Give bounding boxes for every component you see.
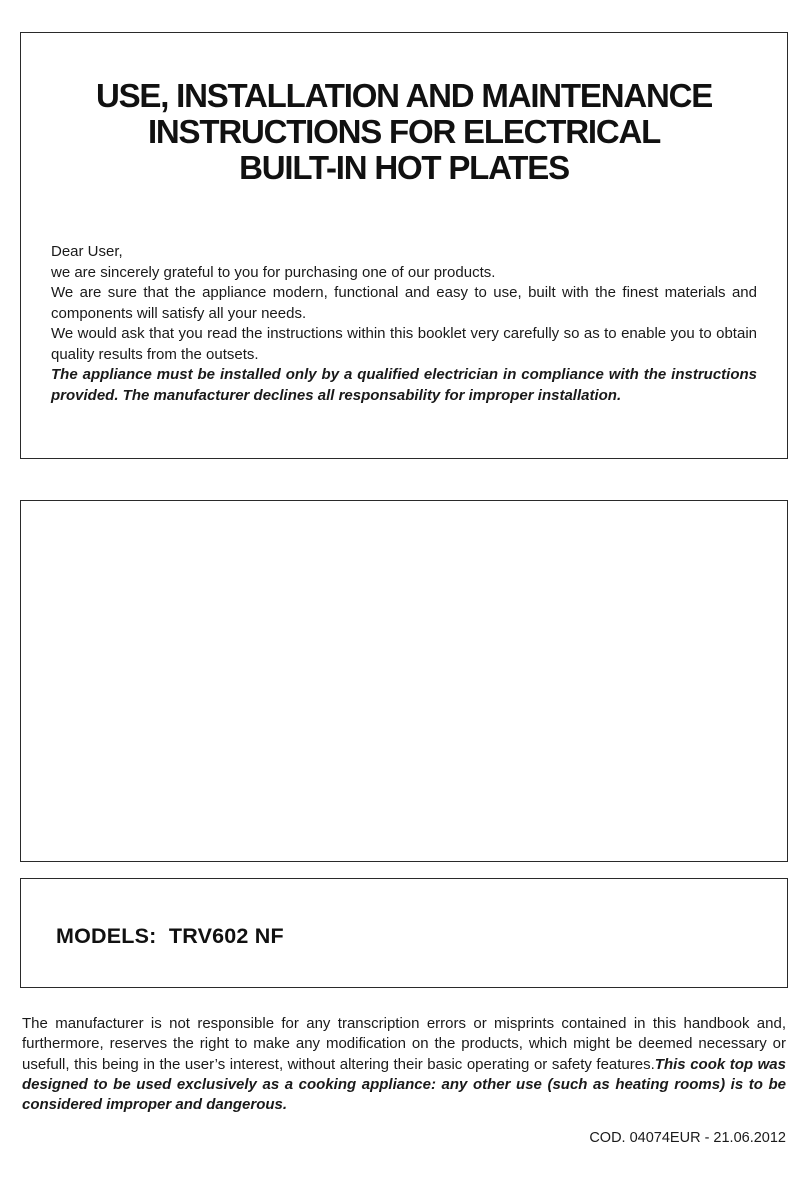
models-line xyxy=(56,924,284,949)
intro-box xyxy=(20,32,788,459)
title-line-3: BUILT-IN HOT PLATES xyxy=(239,149,569,186)
manufacturer-notice xyxy=(22,1014,786,1115)
image-placeholder-box xyxy=(20,500,788,862)
letter-greeting: Dear User, xyxy=(51,243,123,260)
letter-to-user xyxy=(51,242,757,406)
models-value: TRV602 NF xyxy=(168,924,284,948)
models-box xyxy=(20,878,788,988)
installation-warning: The appliance must be installed only by a qualified electrician in compliance with the instructions provided. The manufacturer declines all responsability for improper installation. xyxy=(51,366,757,404)
letter-paragraph-1: we are sincerely grateful to you for purchasing one of our products. xyxy=(51,263,496,281)
title-line-2: INSTRUCTIONS FOR ELECTRICAL xyxy=(147,113,661,150)
document-code: COD. 04074EUR - 21.06.2012 xyxy=(589,1130,786,1146)
models-label: MODELS: xyxy=(56,924,157,948)
letter-paragraph-2: We are sure that the appliance modern, functional and easy to use, built with the finest materials and components will satisfy all your needs. xyxy=(51,284,757,322)
notice-text: The manufacturer is not responsible for any transcription errors or misprints contained in this handbook and, furthermore, reserves the right to make any modification on the products, which might be deemed necessary or usefull, this being in the user’s interest, without altering their basic operating or safety features. xyxy=(22,1015,786,1073)
notice-emphasis: This cook top was designed to be used exclusively as a cooking appliance: any other use (such as heating rooms) is to be considered improper and dangerous. xyxy=(22,1055,786,1114)
letter-paragraph-3: We would ask that you read the instructions within this booklet very carefully so as to enable you to obtain quality results from the outsets. xyxy=(51,325,757,363)
title-line-1: USE, INSTALLATION AND MAINTENANCE xyxy=(95,77,713,114)
document-title xyxy=(21,78,787,186)
